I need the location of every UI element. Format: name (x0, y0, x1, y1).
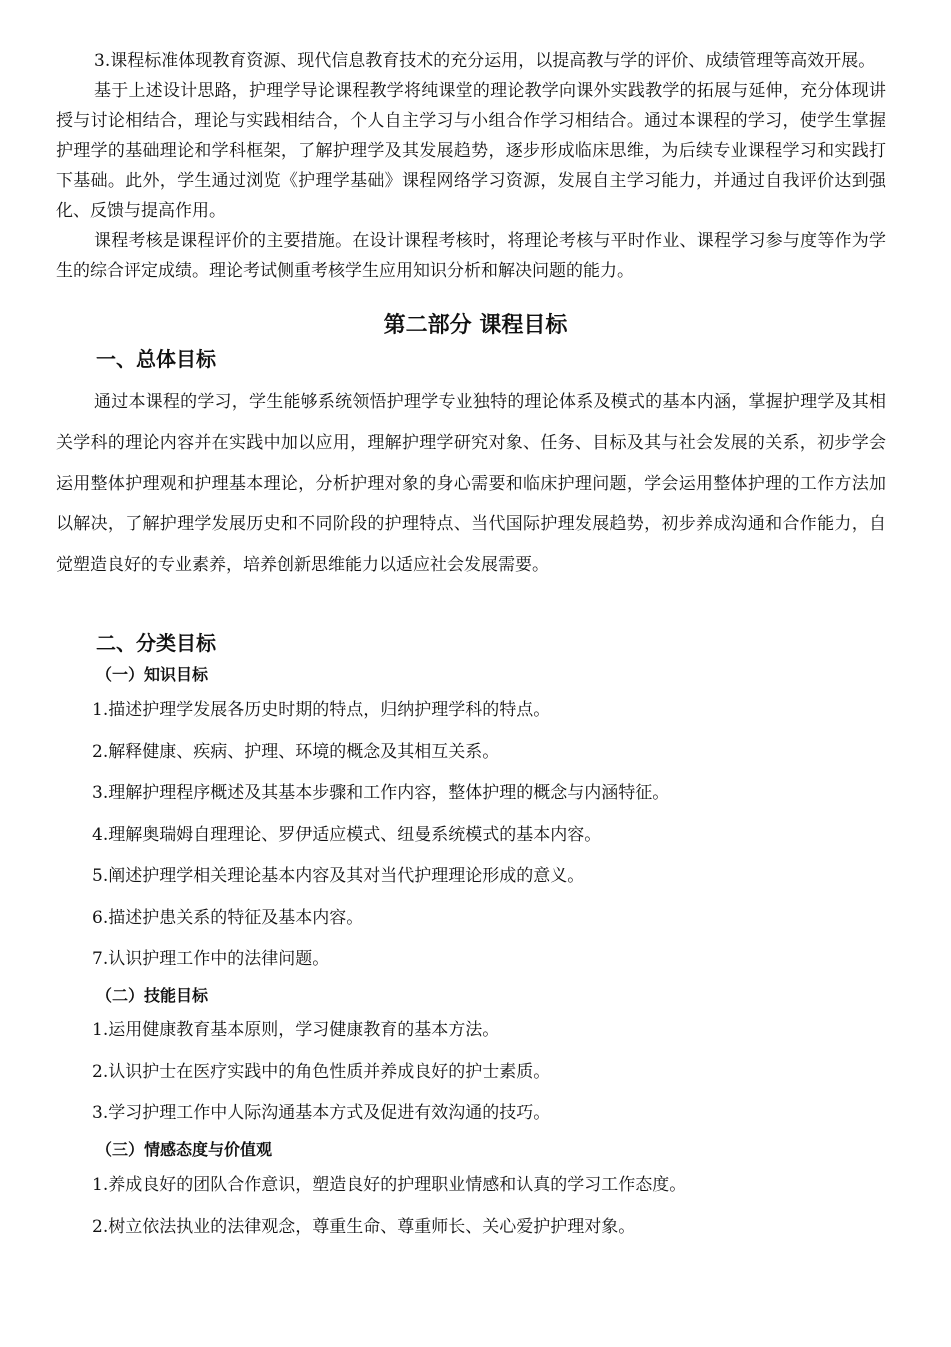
classified-goal-heading: 二、分类目标 (96, 631, 216, 655)
general-goal-heading: 一、总体目标 (96, 347, 216, 371)
attitude-goal-list (92, 1172, 892, 1255)
list-item: 1.运用健康教育基本原则，学习健康教育的基本方法。 (92, 1020, 500, 1040)
list-item: 1.养成良好的团队合作意识，塑造良好的护理职业情感和认真的学习工作态度。 (92, 1175, 687, 1195)
list-item: 2.认识护士在医疗实践中的角色性质并养成良好的护士素质。 (92, 1061, 551, 1082)
list-item: 5.阐述护理学相关理论基本内容及其对当代护理理论形成的意义。 (92, 866, 585, 886)
intro-section (56, 46, 886, 286)
attitude-goal-heading: （三）情感态度与价值观 (96, 1140, 273, 1159)
intro-paragraph-2: 基于上述设计思路，护理学导论课程教学将纯课堂的理论教学向课外实践教学的拓展与延伸，充分体现讲授与讨论相结合，理论与实践相结合，个人自主学习与小组合作学习相结合。通过本课程的学习，使学生掌握护理学的基础理论和学科框架，了解护理学及其发展趋势，逐步形成临床思维，为后续专业课程学习和实践打下基础。此外，学生通过浏览《护理学基础》课程网络学习资源，发展自主学习能力，并通过自我评价达到强化、反馈与提高作用。 (56, 81, 886, 221)
list-item: 3.理解护理程序概述及其基本步骤和工作内容，整体护理的概念与内涵特征。 (92, 783, 670, 803)
part-title: 第二部分 课程目标 (383, 313, 568, 338)
list-item: 1.描述护理学发展各历史时期的特点，归纳护理学科的特点。 (92, 700, 551, 720)
skill-goal-list (92, 1017, 892, 1142)
skill-goal-heading: （二）技能目标 (96, 986, 209, 1005)
intro-paragraph-3: 课程考核是课程评价的主要措施。在设计课程考核时，将理论考核与平时作业、课程学习参与度等作为学生的综合评定成绩。理论考试侧重考核学生应用知识分析和解决问题的能力。 (56, 231, 886, 281)
knowledge-goal-list (92, 697, 892, 988)
list-item: 7.认识护理工作中的法律问题。 (92, 949, 330, 969)
list-item: 6.描述护患关系的特征及基本内容。 (92, 907, 364, 928)
intro-paragraph-1: 3.课程标准体现教育资源、现代信息教育技术的充分运用，以提高教与学的评价、成绩管理等高效开展。 (94, 51, 876, 71)
list-item: 4.理解奥瑞姆自理理论、罗伊适应模式、纽曼系统模式的基本内容。 (92, 824, 602, 845)
list-item: 2.树立依法执业的法律观念，尊重生命、尊重师长、关心爱护护理对象。 (92, 1216, 636, 1237)
knowledge-goal-heading: （一）知识目标 (96, 665, 209, 684)
general-goal-text: 通过本课程的学习，学生能够系统领悟护理学专业独特的理论体系及模式的基本内涵，掌握护理学及其相关学科的理论内容并在实践中加以应用，理解护理学研究对象、任务、目标及其与社会发展的关系，初步学会运用整体护理观和护理基本理论，分析护理对象的身心需要和临床护理问题，学会运用整体护理的工作方法加以解决，了解护理学发展历史和不同阶段的护理特点、当代国际护理发展趋势，初步养成沟通和合作能力，自觉塑造良好的专业素养，培养创新思维能力以适应社会发展需要。 (56, 392, 886, 576)
list-item: 3.学习护理工作中人际沟通基本方式及促进有效沟通的技巧。 (92, 1103, 551, 1123)
list-item: 2.解释健康、疾病、护理、环境的概念及其相互关系。 (92, 741, 500, 762)
